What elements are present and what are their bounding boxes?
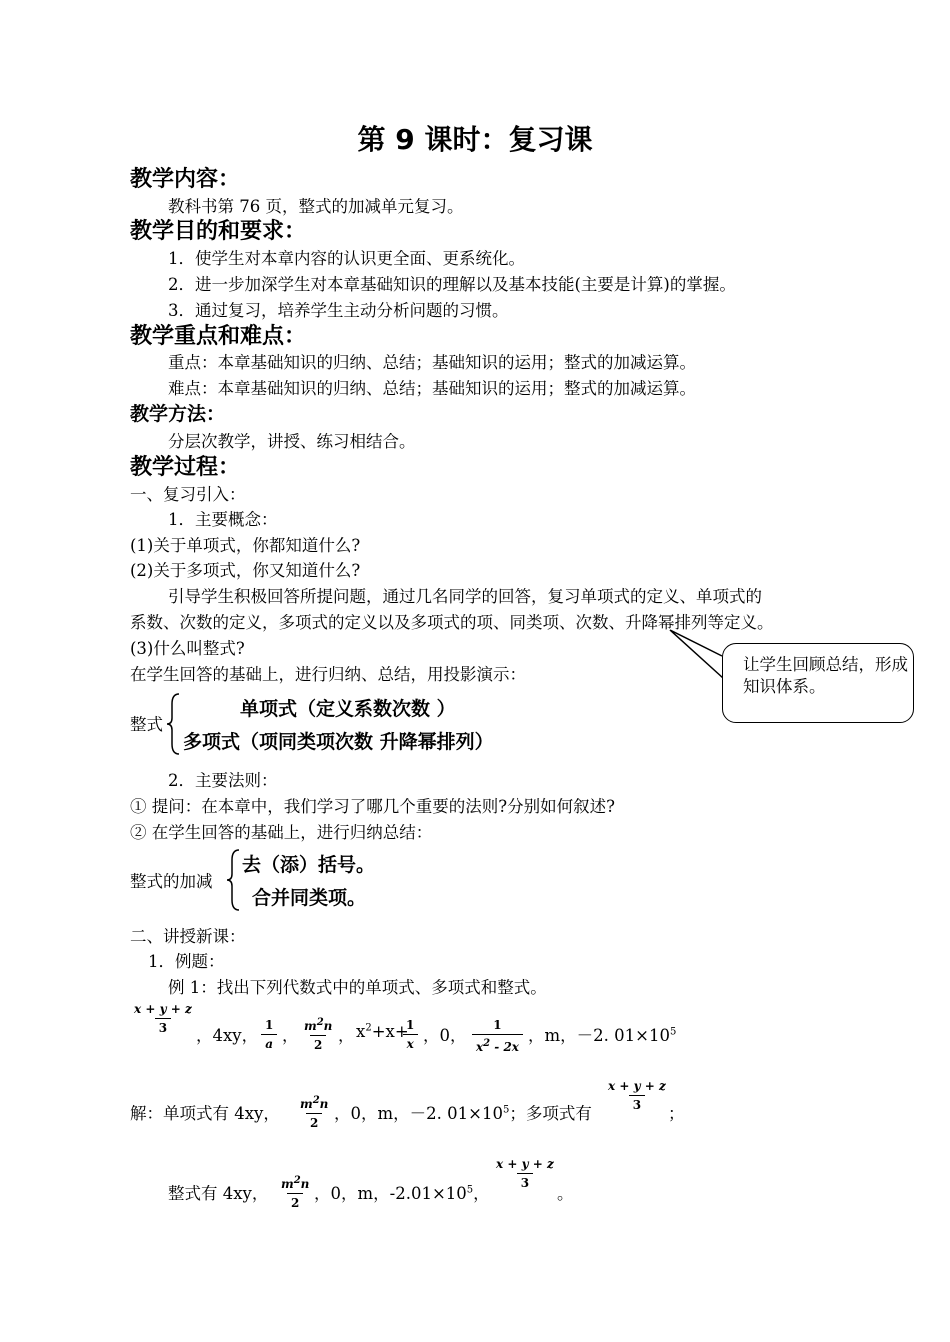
question-2: (2)关于多项式，你又知道什么? (130, 561, 361, 580)
solution-fraction-xyz: $\frac{x + y + z}{3}$ (608, 1079, 666, 1112)
difficult-point: 难点：本章基础知识的归纳、总结；基础知识的运用；整式的加减运算。 (168, 379, 696, 398)
content-text: 教科书第 76 页，整式的加减单元复习。 (168, 197, 464, 216)
goal-2: 2．进一步加深学生对本章基础知识的理解以及基本技能(主要是计算)的掌握。 (168, 275, 736, 294)
polynomial-item: 多项式（项同类项次数 升降幂排列） (183, 731, 494, 753)
goal-1: 1．使学生对本章内容的认识更全面、更系统化。 (168, 249, 525, 268)
concepts-heading: 1．主要概念： (168, 510, 278, 529)
integral-label: 整式 (130, 715, 163, 734)
guide-line-2: 系数、次数的定义，多项式的定义以及多项式的项、同类项、次数、升降幂排列等定义。 (130, 613, 774, 632)
expr-comma-2: ， (338, 1026, 355, 1045)
example-1: 例 1：找出下列代数式中的单项式、多项式和整式。 (168, 978, 547, 997)
part2-heading: 二、讲授新课： (130, 927, 246, 946)
fraction-m2n-over-2: $\frac{m^2n}{2}$ (304, 1017, 333, 1052)
solution-fraction-m2n: $\frac{m^2n}{2}$ (300, 1095, 329, 1130)
expr-comma-1: ， (282, 1026, 299, 1045)
page-title: 第 9 课时：复习课 (357, 123, 593, 156)
heading-goals: 教学目的和要求： (130, 219, 307, 244)
integral-mid: ，0，m，$-2.01\times 10^5$， (314, 1184, 490, 1203)
integral-prefix: 整式有 4xy， (168, 1184, 269, 1203)
method-text: 分层次教学，讲授、练习相结合。 (168, 432, 416, 451)
integral-period: 。 (557, 1184, 574, 1203)
expr-tail: ，m，－2. $01\times 10^5$ (528, 1026, 677, 1045)
integral-fraction-xyz: $\frac{x + y + z}{3}$ (496, 1157, 554, 1190)
heading-key-points: 教学重点和难点： (130, 324, 307, 349)
expr-x2: $x^2+x+$ (356, 1022, 409, 1041)
heading-content: 教学内容： (130, 167, 241, 192)
left-brace-icon (166, 692, 182, 756)
question-3: (3)什么叫整式? (130, 639, 245, 658)
expr-zero: ，0， (423, 1026, 467, 1045)
question-1: (1)关于单项式，你都知道什么? (130, 536, 361, 555)
key-point: 重点：本章基础知识的归纳、总结；基础知识的运用；整式的加减运算。 (168, 353, 696, 372)
callout-bubble (722, 643, 914, 723)
fraction-xyz-over-3: $\frac{x + y + z}{3}$ (134, 1002, 192, 1035)
part1-heading: 一、复习引入： (130, 485, 246, 504)
fraction-1-over-x2-2x: $\frac{1}{x^2 - 2x}$ (472, 1018, 523, 1054)
rules-heading: 2．主要法则： (168, 771, 278, 790)
expr-sep-4xy: ，4xy， (196, 1026, 259, 1045)
fraction-1-over-a: $\frac{1}{a}$ (261, 1018, 277, 1051)
rule-item-2: 合并同类项。 (252, 887, 367, 909)
examples-heading: 1．例题： (148, 952, 225, 971)
monomial-item: 单项式（定义系数次数 ） (240, 698, 456, 720)
solution-semicolon: ； (668, 1104, 685, 1123)
guide-line-1: 引导学生积极回答所提问题，通过几名同学的回答，复习单项式的定义、单项式的 (168, 587, 762, 606)
callout-text: 让学生回顾总结，形成知识体系。 (743, 655, 908, 696)
heading-process: 教学过程： (130, 455, 241, 480)
solution-prefix: 解：单项式有 4xy， (130, 1104, 280, 1123)
rule-summary: ② 在学生回答的基础上，进行归纳总结： (130, 823, 433, 842)
left-brace-icon-2 (226, 848, 242, 912)
summary-text: 在学生回答的基础上，进行归纳、总结，用投影演示： (130, 665, 526, 684)
goal-3: 3．通过复习，培养学生主动分析问题的习惯。 (168, 301, 509, 320)
solution-mid: ，0，m，－2. $01\times 10^5$；多项式有 (334, 1104, 592, 1123)
heading-method: 教学方法： (130, 403, 226, 425)
rule-question: ① 提问：在本章中，我们学习了哪几个重要的法则?分别如何叙述? (130, 797, 615, 816)
fraction-1-over-x: $\frac{1}{x}$ (402, 1018, 418, 1051)
integral-fraction-m2n: $\frac{m^2n}{2}$ (281, 1175, 310, 1210)
rule-item-1: 去（添）括号。 (242, 854, 376, 876)
addsub-label: 整式的加减 (130, 872, 213, 891)
